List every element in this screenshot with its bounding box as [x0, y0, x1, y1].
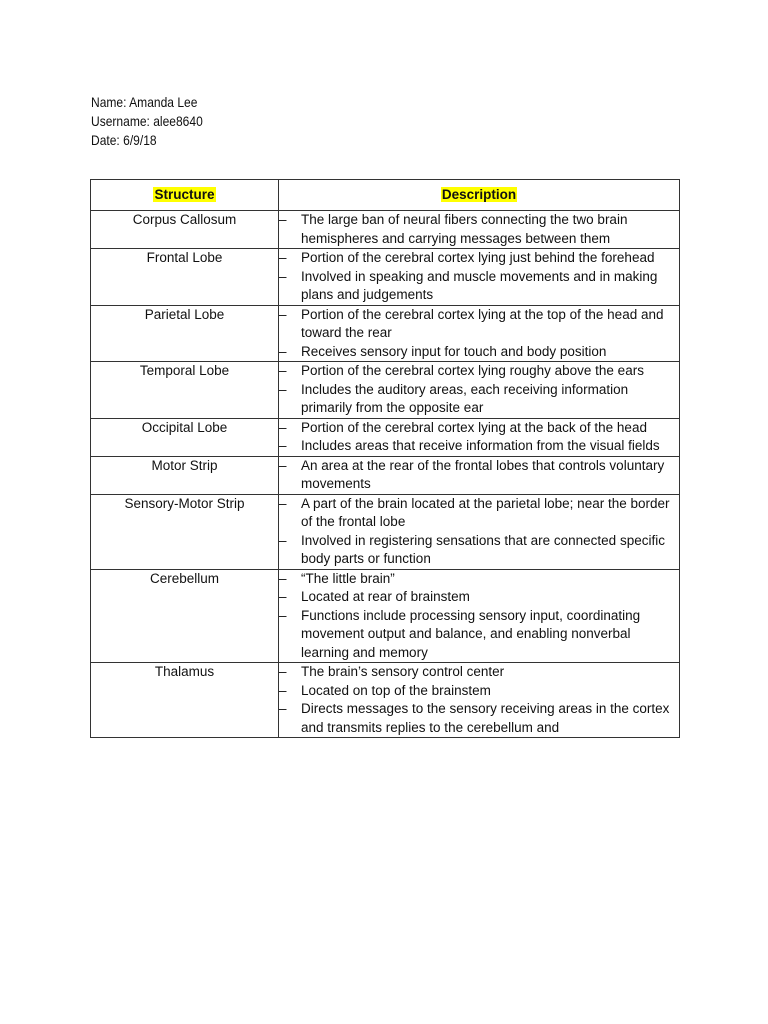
description-cell	[279, 305, 680, 362]
description-item: – Involved in registering sensations that are connected specific body parts or function	[279, 532, 679, 569]
description-item: – Includes the auditory areas, each receiving information primarily from the opposite ear	[279, 381, 679, 418]
student-name: Name: Amanda Lee	[91, 94, 198, 110]
description-cell	[279, 569, 680, 663]
structure-cell: Sensory-Motor Strip	[91, 494, 279, 569]
structure-cell: Temporal Lobe	[91, 362, 279, 419]
description-item: – Located at rear of brainstem	[279, 588, 679, 607]
table-row	[91, 663, 680, 738]
table-row	[91, 494, 680, 569]
description-item: – Receives sensory input for touch and body position	[279, 343, 679, 362]
description-item: – Portion of the cerebral cortex lying just behind the forehead	[279, 249, 679, 268]
description-list	[279, 570, 679, 663]
structure-cell: Frontal Lobe	[91, 249, 279, 306]
description-list	[279, 306, 679, 362]
description-item: – Involved in speaking and muscle movements and in making plans and judgements	[279, 268, 679, 305]
description-cell	[279, 494, 680, 569]
description-item: – A part of the brain located at the parietal lobe; near the border of the frontal lobe	[279, 495, 679, 532]
assignment-date: Date: 6/9/18	[91, 132, 157, 148]
structure-column-label: Structure	[154, 186, 215, 202]
table-header-row	[91, 180, 680, 211]
description-list	[279, 419, 679, 456]
description-item: – Portion of the cerebral cortex lying at the back of the head	[279, 419, 679, 438]
description-list	[279, 211, 679, 248]
description-list	[279, 249, 679, 305]
structure-cell: Corpus Callosum	[91, 211, 279, 249]
table-row	[91, 211, 680, 249]
description-item: – Portion of the cerebral cortex lying roughy above the ears	[279, 362, 679, 381]
structure-cell: Motor Strip	[91, 456, 279, 494]
description-list	[279, 362, 679, 418]
table-row	[91, 305, 680, 362]
description-list	[279, 663, 679, 737]
table-row	[91, 456, 680, 494]
description-item: – Directs messages to the sensory receiving areas in the cortex and transmits replies to the cerebellum and	[279, 700, 679, 737]
description-list	[279, 495, 679, 569]
description-item: – Includes areas that receive information from the visual fields	[279, 437, 679, 456]
description-cell	[279, 211, 680, 249]
table-row	[91, 569, 680, 663]
description-cell	[279, 418, 680, 456]
description-item: – The brain’s sensory control center	[279, 663, 679, 682]
structure-cell: Occipital Lobe	[91, 418, 279, 456]
description-cell	[279, 249, 680, 306]
description-item: – “The little brain”	[279, 570, 679, 589]
description-item: – An area at the rear of the frontal lobes that controls voluntary movements	[279, 457, 679, 494]
student-username: Username: alee8640	[91, 113, 203, 129]
table-body	[91, 211, 680, 738]
description-cell	[279, 456, 680, 494]
table-row	[91, 418, 680, 456]
description-item: – Located on top of the brainstem	[279, 682, 679, 701]
table-row	[91, 362, 680, 419]
description-column-label: Description	[441, 186, 517, 202]
structure-column-header	[91, 180, 279, 211]
description-item: – Functions include processing sensory input, coordinating movement output and balance, and enabling nonverbal learning and memory	[279, 607, 679, 663]
description-list	[279, 457, 679, 494]
table-row	[91, 249, 680, 306]
brain-structures-table	[90, 179, 680, 738]
structure-cell: Thalamus	[91, 663, 279, 738]
structure-cell: Parietal Lobe	[91, 305, 279, 362]
structure-cell: Cerebellum	[91, 569, 279, 663]
student-info	[91, 93, 203, 150]
description-column-header	[279, 180, 680, 211]
description-cell	[279, 362, 680, 419]
description-cell	[279, 663, 680, 738]
description-item: – The large ban of neural fibers connecting the two brain hemispheres and carrying messages between them	[279, 211, 679, 248]
description-item: – Portion of the cerebral cortex lying at the top of the head and toward the rear	[279, 306, 679, 343]
